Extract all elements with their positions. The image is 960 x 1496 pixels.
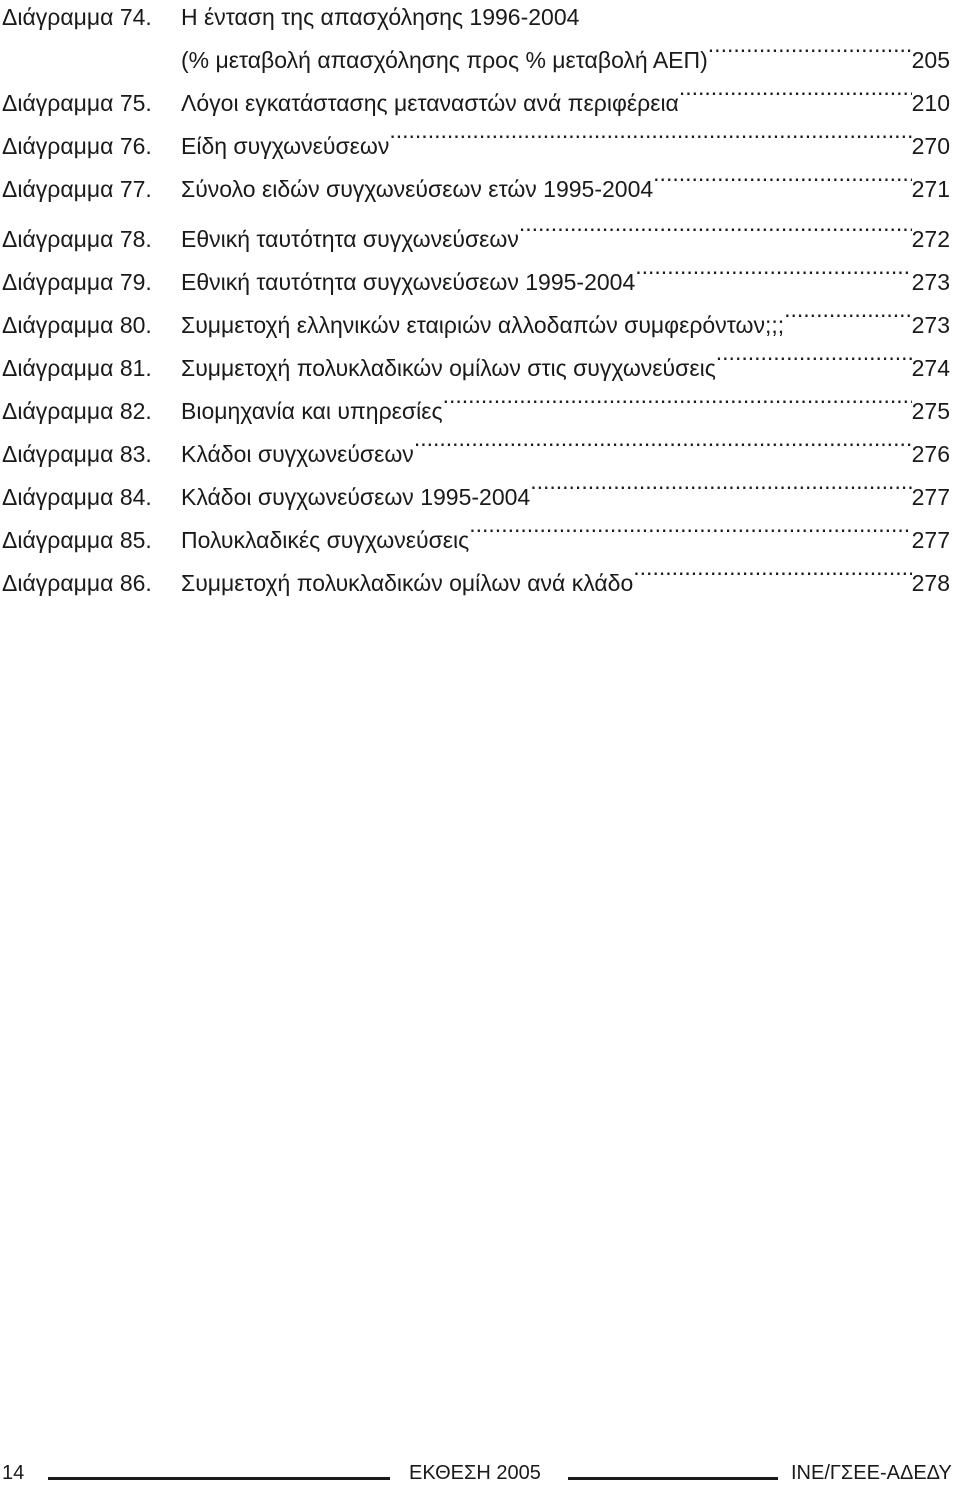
- dot-leader: [784, 299, 912, 333]
- figure-title: (% μεταβολή απασχόλησης προς % μεταβολή ΑΕΠ): [181, 47, 708, 73]
- toc-entry-79[interactable]: [2, 256, 950, 299]
- figure-label: Διάγραμμα 85.: [2, 527, 152, 553]
- toc-entry-74: [2, 0, 950, 34]
- page-number: 273: [911, 269, 950, 295]
- dot-leader: [389, 120, 911, 154]
- figure-label: Διάγραμμα 74.: [2, 4, 152, 30]
- toc-entry-75[interactable]: [2, 77, 950, 120]
- figure-title: Είδη συγχωνεύσεων: [181, 133, 390, 159]
- list-of-figures: [2, 0, 950, 600]
- toc-entry-82[interactable]: [2, 385, 950, 428]
- figure-label: Διάγραμμα 77.: [2, 176, 152, 202]
- spacer: [2, 206, 950, 213]
- figure-label: Διάγραμμα 84.: [2, 484, 152, 510]
- toc-entry-85[interactable]: [2, 514, 950, 557]
- page-number: 270: [911, 133, 950, 159]
- toc-entry-74-continued[interactable]: [2, 34, 950, 77]
- page-number: 272: [911, 226, 950, 252]
- figure-title: Πολυκλαδικές συγχωνεύσεις: [181, 527, 470, 553]
- footer-organization: ΙΝΕ/ΓΣΕΕ-ΑΔΕΔΥ: [791, 1462, 952, 1484]
- page-number: 276: [911, 441, 950, 467]
- page-number: 274: [911, 355, 950, 381]
- page-number: 275: [911, 398, 950, 424]
- figure-label: Διάγραμμα 83.: [2, 441, 152, 467]
- figure-label: Διάγραμμα 76.: [2, 133, 152, 159]
- toc-entry-76[interactable]: [2, 120, 950, 163]
- footer-page-number: 14: [2, 1462, 25, 1484]
- toc-entry-81[interactable]: [2, 342, 950, 385]
- figure-label: Διάγραμμα 78.: [2, 226, 152, 252]
- figure-title: Συμμετοχή πολυκλαδικών ομίλων στις συγχωνεύσεις: [181, 355, 716, 381]
- dot-leader: [443, 385, 912, 419]
- dot-leader: [653, 163, 911, 197]
- figure-label: Διάγραμμα 79.: [2, 269, 152, 295]
- figure-label: Διάγραμμα 82.: [2, 398, 152, 424]
- figure-title: Λόγοι εγκατάστασης μεταναστών ανά περιφέρεια: [181, 90, 679, 116]
- figure-title: Κλάδοι συγχωνεύσεων: [181, 441, 414, 467]
- figure-title: Βιομηχανία και υπηρεσίες: [181, 398, 443, 424]
- page-number: 205: [911, 47, 950, 73]
- page-number: 278: [911, 570, 950, 596]
- toc-entry-80[interactable]: [2, 299, 950, 342]
- page-footer: [0, 1460, 960, 1492]
- dot-leader: [708, 34, 912, 68]
- dot-leader: [633, 557, 911, 591]
- figure-title: Συμμετοχή πολυκλαδικών ομίλων ανά κλάδο: [181, 570, 634, 596]
- dot-leader: [679, 77, 912, 111]
- toc-entry-77[interactable]: [2, 163, 950, 206]
- toc-entry-83[interactable]: [2, 428, 950, 471]
- figure-title: Εθνική ταυτότητα συγχωνεύσεων 1995-2004: [181, 269, 636, 295]
- footer-report-title: ΕΚΘΕΣΗ 2005: [409, 1462, 541, 1484]
- page-number: 277: [911, 484, 950, 510]
- figure-title: Σύνολο ειδών συγχωνεύσεων ετών 1995-2004: [181, 176, 654, 202]
- figure-title: Κλάδοι συγχωνεύσεων 1995-2004: [181, 484, 531, 510]
- toc-entry-78[interactable]: [2, 213, 950, 256]
- dot-leader: [530, 471, 911, 505]
- dot-leader: [469, 514, 911, 548]
- page-number: 277: [911, 527, 950, 553]
- figure-title: Η ένταση της απασχόλησης 1996-2004: [181, 4, 580, 30]
- page-number: 273: [911, 312, 950, 338]
- figure-label: Διάγραμμα 75.: [2, 90, 152, 116]
- page-number: 271: [911, 176, 950, 202]
- dot-leader: [414, 428, 912, 462]
- figure-label: Διάγραμμα 80.: [2, 312, 152, 338]
- footer-rule-left: [48, 1477, 390, 1480]
- figure-title: Συμμετοχή ελληνικών εταιριών αλλοδαπών συμφερόντων;;;: [181, 312, 785, 338]
- footer-rule-right: [568, 1477, 778, 1480]
- page-number: 210: [911, 90, 950, 116]
- figure-label: Διάγραμμα 81.: [2, 355, 152, 381]
- dot-leader: [519, 213, 912, 247]
- dot-leader: [716, 342, 912, 376]
- dot-leader: [635, 256, 911, 290]
- figure-title: Εθνική ταυτότητα συγχωνεύσεων: [181, 226, 519, 252]
- toc-entry-84[interactable]: [2, 471, 950, 514]
- figure-label: Διάγραμμα 86.: [2, 570, 152, 596]
- toc-entry-86[interactable]: [2, 557, 950, 600]
